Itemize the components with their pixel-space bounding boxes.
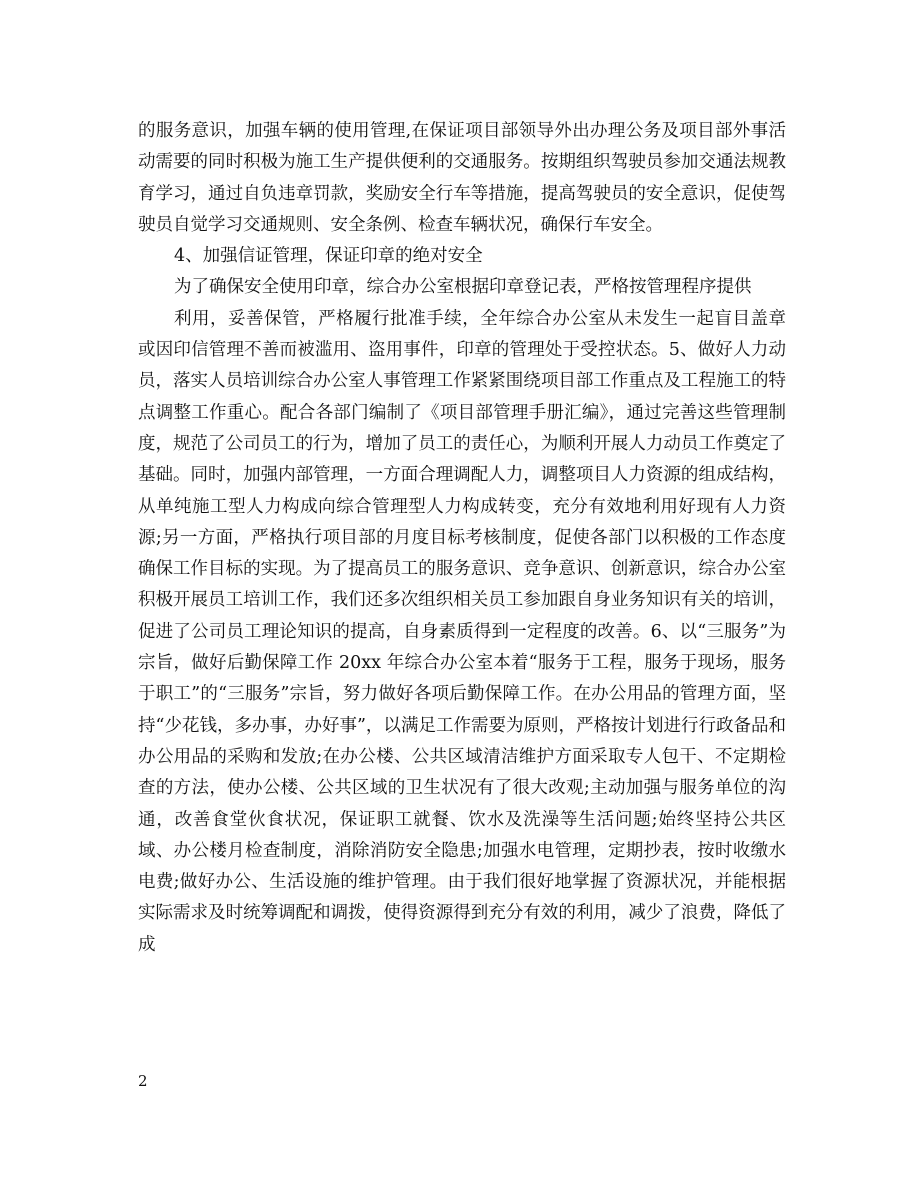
- page-number: 2: [138, 1072, 148, 1090]
- document-body: [138, 116, 786, 961]
- body-paragraph-3: 利用，妥善保管，严格履行批准手续，全年综合办公室从未发生一起盲目盖章或因印信管理不善而被滥用、盗用事件，印章的管理处于受控状态。5、做好人力动员，落实人员培训综合办公室人事管理工作紧紧围绕项目部工作重点及工程施工的特点调整工作重心。配合各部门编制了《项目部管理手册汇编》，通过完善这些管理制度，规范了公司员工的行为，增加了员工的责任心，为顺利开展人力动员工作奠定了基础。同时，加强内部管理，一方面合理调配人力，调整项目人力资源的组成结构，从单纯施工型人力构成向综合管理型人力构成转变，充分有效地利用好现有人力资源;另一方面，严格执行项目部的月度目标考核制度，促使各部门以积极的工作态度确保工作目标的实现。为了提高员工的服务意识、竞争意识、创新意识，综合办公室积极开展员工培训工作，我们还多次组织相关员工参加跟自身业务知识有关的培训，促进了公司员工理论知识的提高，自身素质得到一定程度的改善。6、以“三服务”为宗旨，做好后勤保障工作 20xx 年综合办公室本着“服务于工程，服务于现场，服务于职工”的“三服务”宗旨，努力做好各项后勤保障工作。在办公用品的管理方面，坚持“少花钱，多办事，办好事”，以满足工作需要为原则，严格按计划进行行政备品和办公用品的采购和发放;在办公楼、公共区域清洁维护方面采取专人包干、不定期检查的方法，使办公楼、公共区域的卫生状况有了很大改观;主动加强与服务单位的沟通，改善食堂伙食状况，保证职工就餐、饮水及洗澡等生活问题;始终坚持公共区域、办公楼月检查制度，消除消防安全隐患;加强水电管理，定期抄表，按时收缴水电费;做好办公、生活设施的维护管理。由于我们很好地掌握了资源状况，并能根据实际需求及时统筹调配和调拨，使得资源得到充分有效的利用，减少了浪费，降低了成: [138, 308, 786, 955]
- body-paragraph-1: 的服务意识，加强车辆的使用管理,在保证项目部领导外出办理公务及项目部外事活动需要的同时积极为施工生产提供便利的交通服务。按期组织驾驶员参加交通法规教育学习，通过自负违章罚款，奖励安全行车等措施，提高驾驶员的安全意识，促使驾驶员自觉学习交通规则、安全条例、检查车辆状况，确保行车安全。: [138, 121, 786, 235]
- section-heading: 4、加强信证管理，保证印章的绝对安全: [174, 246, 483, 267]
- body-paragraph-2: 为了确保安全使用印章，综合办公室根据印章登记表，严格按管理程序提供: [174, 277, 752, 298]
